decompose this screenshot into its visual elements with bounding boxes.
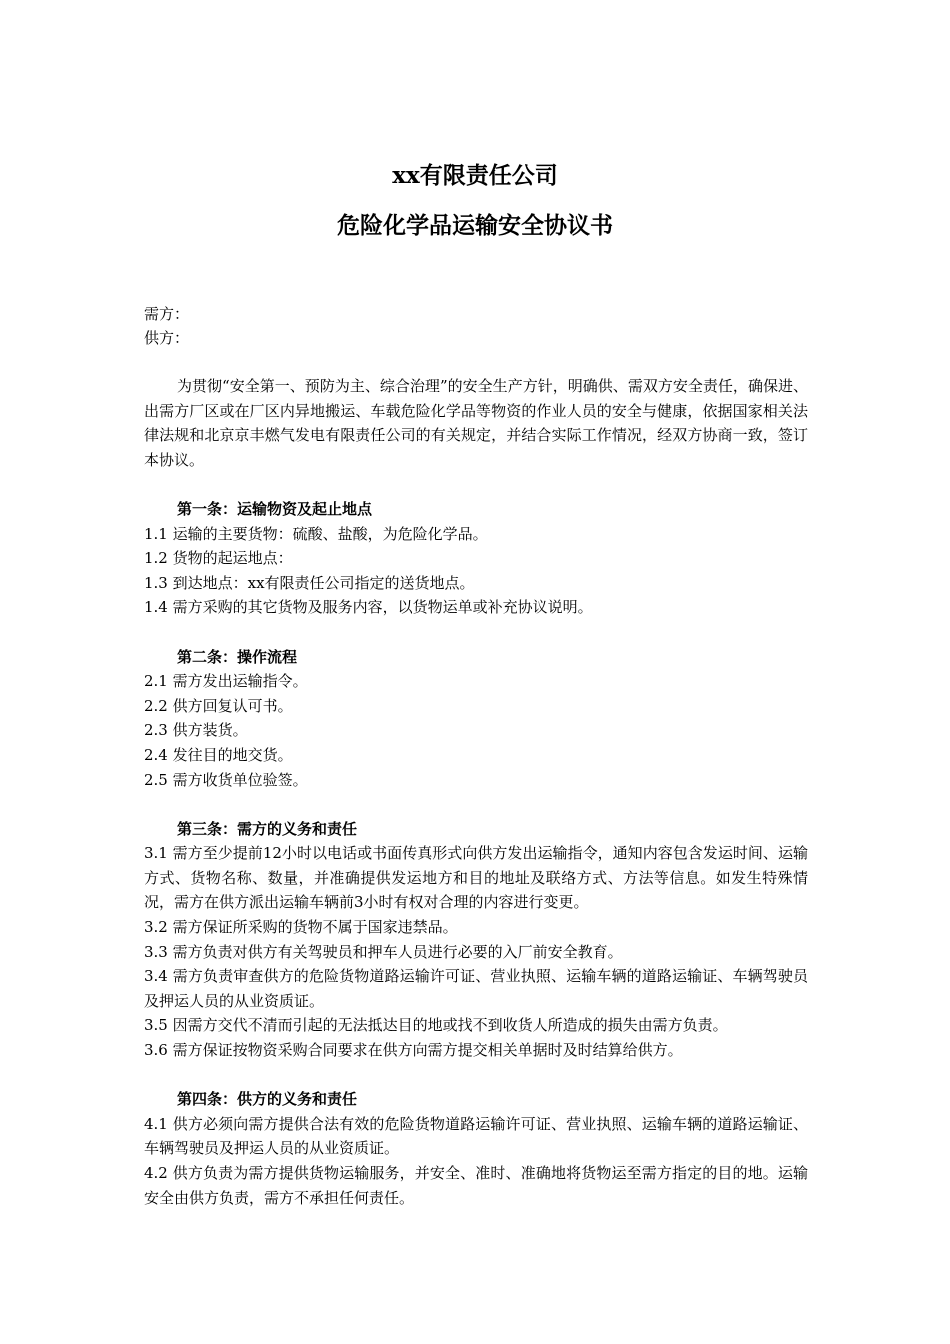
clause-item: 1.1 运输的主要货物：硫酸、盐酸，为危险化学品。	[144, 524, 488, 543]
section-heading: 第一条：运输物资及起止地点	[177, 499, 373, 518]
company-title: xx有限责任公司	[392, 162, 558, 189]
clause-item: 4.1 供方必须向需方提供合法有效的危险货物道路运输许可证、营业执照、运输车辆的道路运输证、车辆驾驶员及押运人员的从业资质证。	[144, 1114, 808, 1158]
clause-item: 2.1 需方发出运输指令。	[144, 672, 308, 691]
clause-item: 1.2 货物的起运地点：	[144, 549, 293, 568]
section-heading: 第二条：操作流程	[177, 647, 298, 666]
clause-item: 3.6 需方保证按物资采购合同要求在供方向需方提交相关单据时及时结算给供方。	[144, 1041, 683, 1060]
clause-item: 2.4 发往目的地交货。	[144, 745, 293, 764]
clause-item: 3.4 需方负责审查供方的危险货物道路运输许可证、营业执照、运输车辆的道路运输证、车辆驾驶员及押运人员的从业资质证。	[144, 967, 808, 1010]
clause-item: 1.4 需方采购的其它货物及服务内容，以货物运单或补充协议说明。	[144, 598, 593, 617]
clause-item: 3.2 需方保证所采购的货物不属于国家违禁品。	[144, 918, 458, 937]
clause-item: 4.2 供方负责为需方提供货物运输服务，并安全、准时、准确地将货物运至需方指定的目的地。运输安全由供方负责，需方不承担任何责任。	[144, 1164, 808, 1207]
section-heading: 第四条：供方的义务和责任	[177, 1090, 358, 1109]
clause-item: 1.3 到达地点：xx有限责任公司指定的送货地点。	[144, 573, 475, 592]
clause-item: 2.5 需方收货单位验签。	[144, 770, 308, 789]
section-heading: 第三条：需方的义务和责任	[177, 819, 358, 838]
demand-party-label: 需方：	[144, 305, 190, 323]
clause-item: 2.3 供方装货。	[144, 721, 248, 740]
clause-item: 3.3 需方负责对供方有关驾驶员和押车人员进行必要的入厂前安全教育。	[144, 942, 623, 961]
document-title: 危险化学品运输安全协议书	[337, 212, 613, 239]
clause-item: 2.2 供方回复认可书。	[144, 696, 293, 715]
agreement-body	[144, 374, 808, 1210]
supply-party-label: 供方：	[144, 329, 190, 347]
intro-paragraph: 为贯彻“安全第一、预防为主、综合治理”的安全生产方针，明确供、需双方安全责任，确保进、出需方厂区或在厂区内异地搬运、车载危险化学品等物资的作业人员的安全与健康，依据国家相关法律法规和北京京丰燃气发电有限责任公司的有关规定，并结合实际工作情况，经双方协商一致，签订本协议。	[144, 377, 808, 469]
clause-item: 3.5 因需方交代不清而引起的无法抵达目的地或找不到收货人所造成的损失由需方负责。	[144, 1016, 728, 1035]
clause-item: 3.1 需方至少提前12小时以电话或书面传真形式向供方发出运输指令，通知内容包含发运时间、运输方式、货物名称、数量，并准确提供发运地方和目的地址及联络方式、方法等信息。如发生特殊情况，需方在供方派出运输车辆前3小时有权对合理的内容进行变更。	[144, 844, 808, 912]
